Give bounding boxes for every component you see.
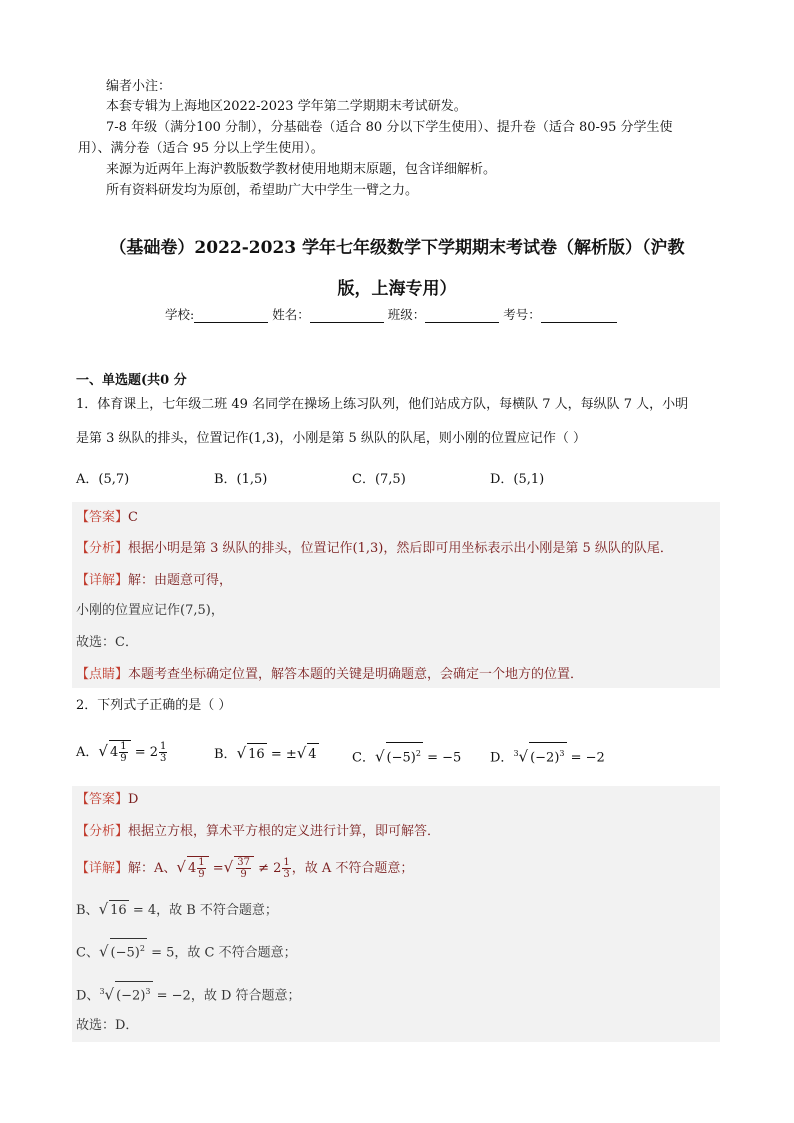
- sqrt-icon: √: [98, 742, 108, 760]
- exponent: 2: [139, 944, 145, 953]
- q1-detail-line: 故选：C．: [76, 635, 138, 650]
- class-blank[interactable]: [425, 309, 499, 323]
- detail-tag: 【详解】: [76, 573, 129, 588]
- question-2-stem: 2．下列式子正确的是（ ）: [76, 698, 232, 713]
- detail-text: D、: [76, 988, 100, 1004]
- comment-text: 本题考查坐标确定位置，解答本题的关键是明确题意，会确定一个地方的位置．: [128, 667, 584, 682]
- answer-value: D: [128, 792, 139, 807]
- detail-text: = −2，故 D 符合题意；: [156, 988, 301, 1004]
- root-index: 3: [99, 987, 105, 996]
- option-label: A．: [76, 745, 99, 760]
- detail-text: B、: [76, 903, 99, 918]
- fraction: [197, 857, 205, 880]
- denominator: 9: [240, 869, 247, 880]
- radicand: [386, 742, 423, 769]
- answer-tag: 【答案】: [76, 510, 129, 525]
- cube-root-icon: √: [104, 985, 115, 1004]
- editor-note-line: 所有资料研发均为原创，希望助广大中学生一臂之力。: [106, 183, 419, 198]
- q1-detail-line: 小刚的位置应记作(7,5)，: [76, 603, 224, 618]
- question-1-stem: 1．体育课上，七年级二班 49 名同学在操场上练习队列，他们站成方队，每横队 7 人，每纵队 7 人，小明: [76, 397, 689, 412]
- denominator: 3: [160, 753, 167, 764]
- q1-answer: [76, 508, 138, 528]
- equals-text: = −2: [570, 750, 605, 766]
- analysis-tag: 【分析】: [76, 824, 129, 839]
- radicand: [234, 856, 254, 880]
- exponent: 3: [145, 987, 151, 996]
- exponent: 3: [559, 749, 565, 758]
- cube-root-icon: √: [518, 747, 529, 766]
- q1-option-a: A．(5,7): [76, 472, 130, 487]
- equals-text: = −5: [427, 750, 462, 766]
- base: (−5): [386, 750, 416, 766]
- equals-text: =: [212, 861, 224, 876]
- base: (−2): [116, 988, 146, 1004]
- numerator: 1: [160, 741, 167, 752]
- q2-option-c: [352, 742, 461, 769]
- detail-text: C、: [76, 945, 99, 961]
- q1-analysis: [76, 539, 673, 559]
- numerator: 1: [283, 857, 290, 868]
- sqrt-icon: √: [374, 747, 385, 766]
- mixed-int: 4: [187, 861, 197, 876]
- analysis-text: 根据小明是第 3 纵队的排头，位置记作(1,3)，然后即可用坐标表示出小刚是第 5 纵队的队尾．: [128, 541, 673, 556]
- radicand: 16: [109, 900, 129, 921]
- radicand: [109, 740, 131, 764]
- equals-text: = ±: [270, 747, 297, 762]
- q1-solution-box: [72, 502, 720, 688]
- q2-detail-end: 故选：D．: [76, 1018, 139, 1033]
- q2-option-a: [76, 740, 168, 764]
- document-title: （基础卷）2022-2023 学年七年级数学下学期期末考试卷（解析版）（沪教: [109, 238, 685, 258]
- numerator: 37: [237, 857, 250, 868]
- option-label: B．: [214, 747, 237, 762]
- sqrt-icon: √: [98, 900, 109, 918]
- exam-no-blank[interactable]: [541, 309, 617, 323]
- detail-tag: 【详解】: [76, 861, 129, 876]
- base: (−2): [530, 750, 560, 766]
- fraction: [119, 741, 127, 764]
- answer-value: C: [128, 510, 138, 525]
- editor-note-line: 本套专辑为上海地区2022-2023 学年第二学期期末考试研发。: [106, 99, 467, 114]
- q2-detail-b: [76, 899, 278, 921]
- detail-text: ，故 A 不符合题意；: [291, 861, 414, 876]
- comment-tag: 【点睛】: [76, 667, 129, 682]
- q2-option-d: [490, 742, 605, 769]
- name-blank[interactable]: [310, 309, 384, 323]
- editor-note-line: 用）、满分卷（适合 95 分以上学生使用）。: [78, 141, 324, 156]
- sqrt-icon: √: [296, 744, 307, 762]
- mixed-int: 4: [109, 745, 119, 760]
- radicand: [187, 856, 209, 880]
- student-info-fields: [165, 305, 617, 323]
- detail-text: = 4，故 B 不符合题意；: [132, 903, 278, 918]
- section-heading: 一、单选题(共0 分: [76, 373, 187, 388]
- fraction: [236, 857, 251, 880]
- exam-no-label: 考号：: [503, 307, 541, 322]
- equals-text: = 2: [134, 745, 159, 760]
- base: (−5): [110, 945, 140, 961]
- q2-option-b: [214, 742, 319, 766]
- school-blank[interactable]: [194, 309, 268, 323]
- answer-tag: 【答案】: [76, 792, 129, 807]
- detail-text: 解：由题意可得，: [128, 573, 233, 588]
- numerator: 1: [120, 741, 127, 752]
- school-label: 学校:: [165, 307, 195, 322]
- root-index: 3: [513, 749, 519, 758]
- detail-text: = 5，故 C 不符合题意；: [151, 945, 297, 961]
- editor-note-line: 7-8 年级（满分100 分制），分基础卷（适合 80 分以下学生使用）、提升卷（适合 80-95 分学生使: [106, 120, 673, 135]
- sqrt-icon: √: [223, 858, 234, 876]
- question-1-stem-cont: 是第 3 纵队的排头，位置记作(1,3)，小刚是第 5 纵队的队尾，则小刚的位置应记作（ ）: [76, 431, 587, 446]
- numerator: 1: [198, 857, 205, 868]
- radicand: [115, 981, 152, 1006]
- q2-answer: [76, 790, 138, 810]
- analysis-text: 根据立方根，算术平方根的定义进行计算，即可解答．: [128, 824, 441, 839]
- not-equal-text: ≠ 2: [258, 861, 282, 876]
- q1-option-b: B．(1,5): [214, 472, 268, 487]
- sqrt-icon: √: [176, 858, 186, 876]
- analysis-tag: 【分析】: [76, 541, 129, 556]
- radicand: [529, 742, 566, 769]
- option-label: D．: [490, 750, 514, 766]
- radicand: 4: [307, 743, 318, 766]
- sqrt-icon: √: [98, 942, 109, 961]
- denominator: 9: [198, 869, 205, 880]
- class-label: 班级：: [387, 307, 426, 322]
- denominator: 9: [120, 753, 127, 764]
- q1-option-d: D．(5,1): [490, 472, 545, 487]
- name-label: 姓名：: [272, 307, 310, 322]
- radicand: 16: [247, 743, 267, 766]
- editor-note-line: 来源为近两年上海沪教版数学教材使用地期末原题，包含详细解析。: [106, 162, 497, 177]
- exponent: 2: [415, 749, 421, 758]
- fraction: [282, 857, 290, 880]
- fraction: [159, 741, 167, 764]
- q2-detail-d: [76, 981, 301, 1006]
- detail-text: 解：A、: [128, 861, 177, 876]
- radicand: [110, 938, 147, 963]
- q2-analysis: [76, 822, 440, 842]
- q1-comment: [76, 665, 583, 685]
- denominator: 3: [283, 869, 290, 880]
- option-label: C．: [352, 750, 375, 766]
- editor-note-heading: 编者小注：: [106, 79, 172, 94]
- document-title-cont: 版，上海专用）: [337, 279, 457, 299]
- sqrt-icon: √: [236, 744, 247, 762]
- q2-detail-c: [76, 938, 297, 963]
- q1-detail: [76, 571, 232, 591]
- q2-detail-a: [76, 856, 413, 880]
- q1-option-c: C．(7,5): [352, 472, 406, 487]
